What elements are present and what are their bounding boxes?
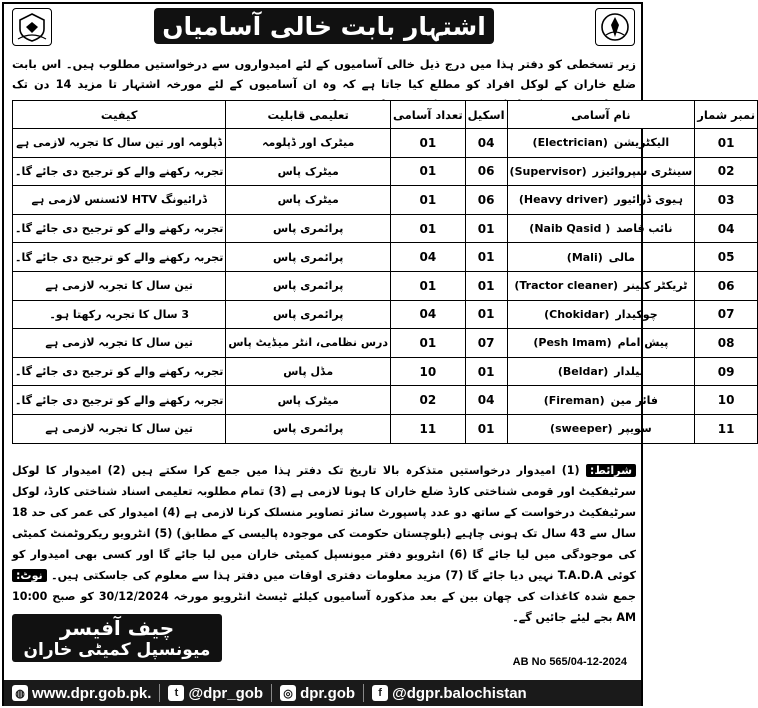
- cell-post-name: [507, 414, 695, 443]
- cell-post-count: 11: [391, 414, 466, 443]
- instagram-icon: ◎: [280, 685, 296, 701]
- cell-qualification: میٹرک اور ڈپلومہ: [226, 129, 391, 158]
- cell-remarks: 3 سال کا تجربہ رکھتا ہو۔: [13, 300, 226, 329]
- cell-serial-no: 04: [695, 214, 758, 243]
- cell-scale: 01: [465, 271, 507, 300]
- cell-post-count: 01: [391, 186, 466, 215]
- post-name-urdu: پیش امام: [617, 336, 669, 350]
- cell-remarks: تجربہ رکھنے والے کو ترجیح دی جائے گا۔: [13, 157, 226, 186]
- header-remarks: کیفیت: [13, 101, 226, 129]
- cell-post-name: [507, 357, 695, 386]
- cell-serial-no: 06: [695, 271, 758, 300]
- post-name-urdu: سینٹری سپروائیزر: [592, 164, 693, 178]
- cell-scale: 01: [465, 357, 507, 386]
- cell-post-count: 02: [391, 386, 466, 415]
- table-row: [13, 414, 758, 443]
- post-name-english: (Heavy driver): [518, 193, 609, 207]
- table-row: [13, 129, 758, 158]
- cell-qualification: میٹرک پاس: [226, 186, 391, 215]
- post-name-english: (Chokidar): [544, 307, 610, 321]
- cell-serial-no: 08: [695, 329, 758, 358]
- post-name-english: (Mali): [566, 250, 603, 264]
- cell-post-count: 01: [391, 329, 466, 358]
- emblem-icon: [598, 11, 632, 43]
- cell-serial-no: 09: [695, 357, 758, 386]
- cell-remarks: ڈپلومہ اور تین سال کا تجربہ لازمی ہے: [13, 129, 226, 158]
- post-name-urdu: مالی: [608, 250, 635, 264]
- cell-post-count: 10: [391, 357, 466, 386]
- cell-scale: 01: [465, 214, 507, 243]
- cell-post-count: 04: [391, 243, 466, 272]
- cell-serial-no: 10: [695, 386, 758, 415]
- cell-post-count: 04: [391, 300, 466, 329]
- vacancies-table: [12, 100, 758, 444]
- cell-scale: 04: [465, 386, 507, 415]
- table-row: [13, 329, 758, 358]
- cell-remarks: ڈرائیونگ HTV لائسنس لازمی ہے: [13, 186, 226, 215]
- post-name-english: (Pesh Imam): [533, 336, 612, 350]
- table-row: [13, 386, 758, 415]
- post-name-english: (sweeper): [550, 422, 613, 436]
- officer-title: چیف آفیسر: [59, 616, 175, 640]
- post-name-urdu: سویپر: [618, 422, 652, 436]
- cell-remarks: تین سال کا تجربہ لازمی ہے: [13, 414, 226, 443]
- cell-scale: 07: [465, 329, 507, 358]
- table-row: [13, 243, 758, 272]
- globe-icon: ◍: [12, 685, 28, 701]
- cell-serial-no: 07: [695, 300, 758, 329]
- table-row: [13, 357, 758, 386]
- facebook-icon: f: [372, 685, 388, 701]
- cell-post-name: [507, 157, 695, 186]
- cell-post-name: [507, 243, 695, 272]
- cell-post-count: 01: [391, 214, 466, 243]
- cell-qualification: پرائمری پاس: [226, 214, 391, 243]
- cell-post-count: 01: [391, 271, 466, 300]
- advertisement-number: AB No 565/04-12-2024: [512, 656, 627, 668]
- footer-facebook-link[interactable]: [364, 680, 535, 706]
- post-name-urdu: الیکٹریشن: [613, 136, 670, 150]
- cell-remarks: تین سال کا تجربہ لازمی ہے: [13, 271, 226, 300]
- cell-qualification: درس نظامی، انٹر میڈیٹ پاس: [226, 329, 391, 358]
- header-serial-no: نمبر شمار: [695, 101, 758, 129]
- cell-remarks: تجربہ رکھنے والے کو ترجیح دی جائے گا۔: [13, 357, 226, 386]
- cell-scale: 01: [465, 300, 507, 329]
- twitter-icon: t: [168, 685, 184, 701]
- post-name-english: (Tractor cleaner): [514, 279, 619, 293]
- cell-post-name: [507, 386, 695, 415]
- post-name-english: (Electrician): [532, 136, 608, 150]
- post-name-urdu: فائر مین: [610, 393, 659, 407]
- cell-post-count: 01: [391, 129, 466, 158]
- header-post-count: تعداد آسامی: [391, 101, 466, 129]
- cell-serial-no: 02: [695, 157, 758, 186]
- cell-post-name: [507, 300, 695, 329]
- cell-serial-no: 01: [695, 129, 758, 158]
- cell-scale: 06: [465, 186, 507, 215]
- post-name-english: (Supervisor): [509, 164, 587, 178]
- post-name-urdu: بیلدار: [614, 365, 644, 379]
- post-name-urdu: چوکیدار: [615, 307, 658, 321]
- header-qualification: تعلیمی قابلیت: [226, 101, 391, 129]
- conditions-text: (1) امیدوار درخواستیں متذکرہ بالا تاریخ تک دفتر ہذا میں جمع کرا سکتے ہیں (2) امیدوار کا لوکل سرٹیفکیٹ اور قومی شناختی کارڈ ضلع خاران کا ہونا لازمی ہے (3) تمام مطلوبہ تعلیمی اسناد شناختی کارڈ، لوکل سرٹیفکیٹ درخواست کے ساتھ دو عدد پاسپورٹ سائز تصاویر منسلک کرنا لازمی ہے (4) امیدوار کی عمر کی حد 18 سال سے 43 سال تک ہونی چاہیے (بلوچستان حکومت کی موجودہ پالیسی کے مطابق) (5) انٹرویو ریکروٹمنٹ کمیٹی کی موجودگی میں لیا جائے گا (6) انٹرویو دفتر میونسپل کمیٹی خاران میں لیا جائے گا اور کسی بھی امیدوار کو کوئی T.A.D.A نہیں دیا جائے گا (7) مزید معلومات دفتری اوقات میں دفتر ہذا سے معلوم کی جاسکتی ہیں۔: [12, 464, 637, 582]
- table-row: [13, 186, 758, 215]
- post-name-urdu: نائب قاصد: [616, 222, 673, 236]
- cell-scale: 01: [465, 243, 507, 272]
- cell-qualification: مڈل پاس: [226, 357, 391, 386]
- cell-remarks: تین سال کا تجربہ لازمی ہے: [13, 329, 226, 358]
- website-text: www.dpr.gob.pk.: [32, 684, 152, 702]
- conditions-section: [12, 460, 636, 628]
- post-name-english: (Fireman): [543, 393, 605, 407]
- intro-paragraph: زیر تسخطی کو دفتر ہذا میں درج ذیل خالی آسامیوں کے لئے امیدواروں سے درخواستیں مطلوب ہیں۔ اس بابت ضلع خاران کے لوکل افراد کو مطلع کیا جاتا ہے کہ وہ ان آسامیوں کے لئے مورخہ اشتہار تا مزید 14 دن تک: [12, 57, 636, 91]
- cell-scale: 04: [465, 129, 507, 158]
- cell-serial-no: 03: [695, 186, 758, 215]
- header-scale: اسکیل: [465, 101, 507, 129]
- conditions-label: شرائط:: [586, 464, 636, 477]
- table-row: [13, 214, 758, 243]
- cell-qualification: میٹرک پاس: [226, 157, 391, 186]
- issuing-officer-block: [12, 614, 222, 662]
- cell-scale: 06: [465, 157, 507, 186]
- cell-post-name: [507, 271, 695, 300]
- footer-twitter-link[interactable]: [160, 680, 271, 706]
- note-label: نوٹ:: [12, 569, 47, 582]
- footer-bar: [4, 680, 641, 706]
- cell-qualification: پرائمری پاس: [226, 300, 391, 329]
- footer-instagram-link[interactable]: [272, 680, 363, 706]
- cell-remarks: تجربہ رکھنے والے کو ترجیح دی جائے گا۔: [13, 214, 226, 243]
- cell-remarks: تجربہ رکھنے والے کو ترجیح دی جائے گا۔: [13, 386, 226, 415]
- table-header-row: [13, 101, 758, 129]
- cell-serial-no: 11: [695, 414, 758, 443]
- facebook-handle: @dgpr.balochistan: [392, 684, 527, 702]
- cell-qualification: پرائمری پاس: [226, 414, 391, 443]
- emblem-icon: [15, 11, 49, 43]
- twitter-handle: @dpr_gob: [188, 684, 264, 702]
- advertisement-page: [2, 2, 756, 706]
- cell-qualification: پرائمری پاس: [226, 271, 391, 300]
- header-post-name: نام آسامی: [507, 101, 695, 129]
- note-text: جمع شدہ کاغذات کی چھان بین کے بعد مذکورہ آسامیوں کیلئے ٹیسٹ انٹرویو مورخہ 30/12/2024 کو صبح 10:00 AM بجے لیئے جائیں گے۔: [12, 590, 636, 624]
- post-name-urdu: ٹریکٹر کلینر: [624, 279, 688, 293]
- cell-qualification: پرائمری پاس: [226, 243, 391, 272]
- cell-serial-no: 05: [695, 243, 758, 272]
- post-name-english: ( Naib Qasid): [529, 222, 611, 236]
- officer-office: میونسپل کمیٹی خاران: [23, 640, 211, 660]
- page-title: اشتہار بابت خالی آسامیاں: [154, 8, 494, 44]
- post-name-urdu: ہیوی ڈرائیور: [614, 193, 683, 207]
- cell-post-name: [507, 129, 695, 158]
- cell-post-count: 01: [391, 157, 466, 186]
- cell-post-name: [507, 214, 695, 243]
- table-row: [13, 157, 758, 186]
- post-name-english: (Beldar): [557, 365, 609, 379]
- cell-post-name: [507, 329, 695, 358]
- header: [4, 4, 641, 48]
- cell-qualification: میٹرک پاس: [226, 386, 391, 415]
- cell-scale: 01: [465, 414, 507, 443]
- government-emblem-logo: [12, 8, 52, 46]
- instagram-handle: dpr.gob: [300, 684, 356, 702]
- cell-post-name: [507, 186, 695, 215]
- footer-website-link[interactable]: [4, 680, 159, 706]
- cell-remarks: تجربہ رکھنے والے کو ترجیح دی جائے گا۔: [13, 243, 226, 272]
- table-row: [13, 300, 758, 329]
- municipal-emblem-logo: [595, 8, 635, 46]
- table-row: [13, 271, 758, 300]
